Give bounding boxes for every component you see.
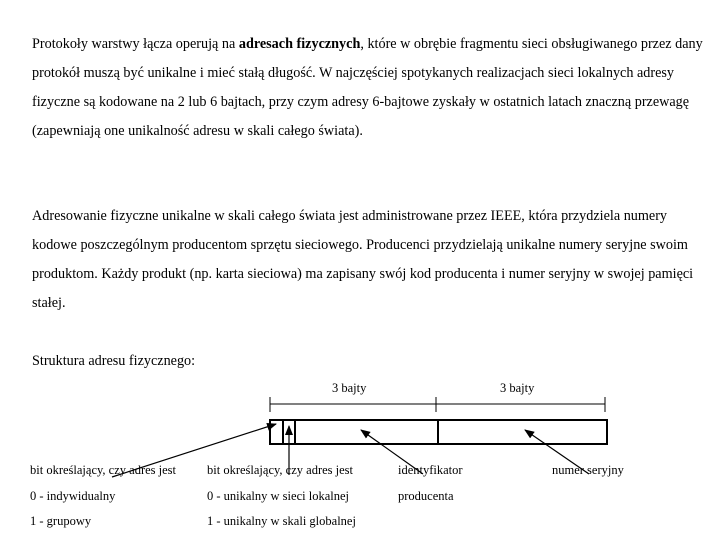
- col4-title: numer seryjny: [552, 463, 624, 477]
- right-span-label: 3 bajty: [500, 381, 535, 395]
- address-bar: [270, 420, 607, 444]
- col2-value-1: 1 - unikalny w skali globalnej: [207, 514, 356, 528]
- col1-value-0: 0 - indywidualny: [30, 489, 116, 503]
- term-physical-addresses: adresach fizycznych: [238, 36, 361, 52]
- col3-title: identyfikator: [398, 463, 463, 477]
- col1-title: bit określający, czy adres jest: [30, 463, 177, 477]
- col1-value-1: 1 - grupowy: [30, 514, 92, 528]
- span-bracket-left: [270, 397, 436, 412]
- paragraph-ieee: Adresowanie fizyczne unikalne w skali całego świata jest administrowane przez IEEE, która przydziela numery kodowe poszczególnym producentom sprzętu sieciowego. Producenci przydzielają unikalne numery seryjne swoim produktom. Każdy produkt (np. karta sieciowa) ma zapisany swój kod producenta i numer seryjny w swojej pamięci stałej.: [32, 208, 694, 311]
- structure-heading: Struktura adresu fizycznego:: [32, 353, 196, 369]
- paragraph-intro-text-before: Protokoły warstwy łącza operują na: [32, 36, 239, 52]
- left-span-label: 3 bajty: [332, 381, 367, 395]
- paragraph-intro-text-after: , które w obrębie fragmentu sieci obsługiwanego przez dany protokół muszą być unikalne i mieć stałą długość. W najczęściej spotykanych realizacjach sieci lokalnych adresy fizyczne są kodowane na 2 lub 6 bajtach, przy czym adresy 6-bajtowe zyskały w ostatnich latach znaczną przewagę (zapewniają one unikalność adresu w skali całego świata).: [32, 36, 703, 139]
- col2-value-0: 0 - unikalny w sieci lokalnej: [207, 489, 349, 503]
- col2-title: bit określający, czy adres jest: [207, 463, 354, 477]
- col3-subtitle: producenta: [398, 489, 454, 503]
- span-bracket-right: [436, 397, 605, 412]
